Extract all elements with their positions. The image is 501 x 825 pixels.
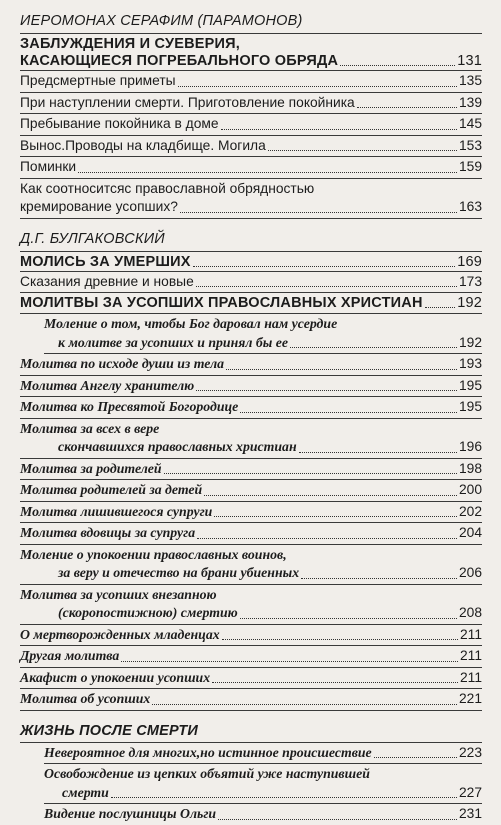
toc-entry — [20, 272, 482, 294]
leader-dots — [196, 286, 457, 287]
leader-dots — [178, 86, 457, 87]
section-title — [20, 254, 482, 271]
toc-entry — [20, 545, 482, 585]
entry-title-cont: смерти — [62, 784, 109, 800]
divider — [20, 33, 482, 34]
toc-entry — [20, 179, 482, 219]
toc-entry — [20, 53, 482, 70]
page-number: 159 — [458, 159, 482, 174]
page-number: 204 — [458, 525, 482, 540]
toc-entry — [20, 157, 482, 179]
page-number: 195 — [458, 399, 482, 414]
leader-dots — [152, 704, 457, 705]
leader-dots — [340, 65, 455, 66]
leader-dots — [78, 172, 457, 173]
subsection-title — [20, 293, 482, 314]
toc-entry — [20, 480, 482, 502]
page-number: 227 — [458, 784, 482, 800]
page-number: 196 — [458, 439, 482, 454]
entry-title: Молитва ко Пресвятой Богородице — [20, 399, 239, 414]
page-number: 173 — [458, 273, 482, 289]
toc-entry — [20, 625, 482, 647]
page-number: 195 — [458, 377, 482, 393]
leader-dots — [240, 412, 457, 413]
entry-title: Вынос.Проводы на кладбище. Могила — [20, 137, 266, 153]
leader-dots — [196, 390, 457, 391]
entry-title: Молитва за родителей — [20, 460, 162, 476]
leader-dots — [301, 578, 457, 579]
leader-dots — [204, 495, 457, 496]
entry-title: Молитва за всех в вере — [20, 420, 160, 436]
entry-title: Акафист о упокоении усопших — [20, 669, 211, 685]
entry-title-cont: за веру и отечество на брани убиенных — [58, 565, 300, 580]
section-title — [20, 36, 482, 70]
page-number: 193 — [458, 356, 482, 371]
page-number: 192 — [457, 295, 482, 311]
leader-dots — [268, 150, 457, 151]
entry-title: Невероятное для многих,но истинное происшествие — [44, 744, 372, 760]
leader-dots — [240, 618, 457, 619]
entry-title: При наступлении смерти. Приготовление покойника — [20, 94, 355, 110]
page-number: 211 — [460, 669, 482, 685]
toc-entry — [20, 459, 482, 481]
leader-dots — [425, 307, 456, 308]
page-number: 145 — [458, 116, 482, 131]
leader-dots — [180, 212, 457, 213]
page-number: 198 — [458, 460, 482, 476]
page-number: 169 — [457, 253, 482, 270]
page-number: 223 — [458, 744, 482, 760]
entry-title: МОЛИСЬ ЗА УМЕРШИХ — [20, 253, 191, 270]
leader-dots — [164, 473, 457, 474]
entry-title: Предсмертные приметы — [20, 73, 176, 88]
entry-title: Как соотноситсяс православной обрядностью — [20, 180, 315, 196]
toc-entry — [20, 668, 482, 690]
entry-title-cont: (скоропостижною) смертию — [58, 605, 238, 620]
toc-entry — [44, 314, 482, 354]
entry-title: Освобождение из цепких объятий уже наступившей — [44, 766, 370, 781]
leader-dots — [357, 107, 457, 108]
page-number: 131 — [457, 53, 482, 69]
toc-entry — [44, 743, 482, 765]
entry-title: Молитва вдовицы за супруга — [20, 525, 196, 540]
leader-dots — [193, 266, 456, 267]
section-author: ИЕРОМОНАХ СЕРАФИМ (ПАРАМОНОВ) — [20, 13, 303, 29]
entry-title: Другая молитва — [20, 648, 120, 663]
toc-entry — [20, 419, 482, 459]
toc-entry — [20, 523, 482, 545]
page-number: 208 — [458, 605, 482, 620]
page-number: 135 — [458, 73, 482, 88]
section-title-line: ЗАБЛУЖДЕНИЯ И СУЕВЕРИЯ, — [20, 36, 240, 52]
leader-dots — [221, 129, 457, 130]
page-number: 221 — [458, 691, 482, 706]
entry-title: Моление о том, чтобы Бог даровал нам усердие — [44, 316, 338, 331]
entry-title: Молитва Ангелу хранителю — [20, 377, 195, 393]
leader-dots — [222, 639, 458, 640]
page-number: 200 — [458, 482, 482, 497]
leader-dots — [197, 538, 457, 539]
leader-dots — [212, 682, 458, 683]
entry-title: Молитва родителей за детей — [20, 482, 203, 497]
leader-dots — [374, 757, 457, 758]
entry-title: О мертворожденных младенцах — [20, 626, 220, 642]
page-number: 211 — [460, 626, 482, 642]
entry-title: Молитва за усопших внезапною — [20, 586, 217, 602]
page-number: 211 — [460, 648, 482, 663]
toc-entry — [20, 502, 482, 524]
entry-title: Молитва по исходе души из тела — [20, 356, 225, 371]
toc-entry — [20, 93, 482, 115]
entry-title: Сказания древние и новые — [20, 273, 194, 289]
toc-entry — [20, 646, 482, 668]
page-number: 206 — [458, 565, 482, 580]
toc-entry — [44, 764, 482, 804]
divider — [20, 251, 482, 252]
toc-entry — [20, 114, 482, 136]
table-of-contents — [20, 13, 482, 825]
leader-dots — [290, 347, 457, 348]
toc-entry — [44, 804, 482, 825]
toc-entry — [20, 354, 482, 376]
entry-title: Молитва об усопших — [20, 691, 151, 706]
entry-title-cont: кремирование усопших? — [20, 199, 178, 214]
toc-entry — [20, 376, 482, 398]
entry-title: Видение послушницы Ольги — [44, 806, 217, 821]
toc-entry — [20, 71, 482, 93]
leader-dots — [111, 797, 457, 798]
leader-dots — [299, 452, 457, 453]
page-number: 192 — [458, 334, 482, 350]
page-number: 139 — [458, 94, 482, 110]
leader-dots — [218, 819, 457, 820]
leader-dots — [214, 516, 457, 517]
page-number: 163 — [458, 199, 482, 214]
entry-title: Моление о упокоении православных воинов, — [20, 546, 287, 562]
section-author: Д.Г. БУЛГАКОВСКИЙ — [20, 230, 165, 247]
entry-title: Пребывание покойника в доме — [20, 116, 219, 131]
page-number: 153 — [458, 137, 482, 153]
toc-entry — [20, 397, 482, 419]
page-number: 231 — [458, 806, 482, 821]
entry-title: МОЛИТВЫ ЗА УСОПШИХ ПРАВОСЛАВНЫХ ХРИСТИАН — [20, 295, 423, 311]
entry-title-cont: скончавшихся православных христиан — [58, 439, 297, 454]
toc-entry — [20, 136, 482, 158]
entry-title: Поминки — [20, 159, 77, 174]
toc-entry — [20, 689, 482, 711]
leader-dots — [121, 661, 458, 662]
toc-entry — [20, 585, 482, 625]
entry-title-cont: к молитве за усопших и принял бы ее — [58, 334, 289, 350]
leader-dots — [226, 369, 457, 370]
entry-title: КАСАЮЩИЕСЯ ПОГРЕБАЛЬНОГО ОБРЯДА — [20, 53, 339, 69]
page-number: 202 — [458, 503, 482, 519]
entry-title: Молитва лишившегося супруги — [20, 503, 213, 519]
section-title: ЖИЗНЬ ПОСЛЕ СМЕРТИ — [20, 722, 199, 739]
